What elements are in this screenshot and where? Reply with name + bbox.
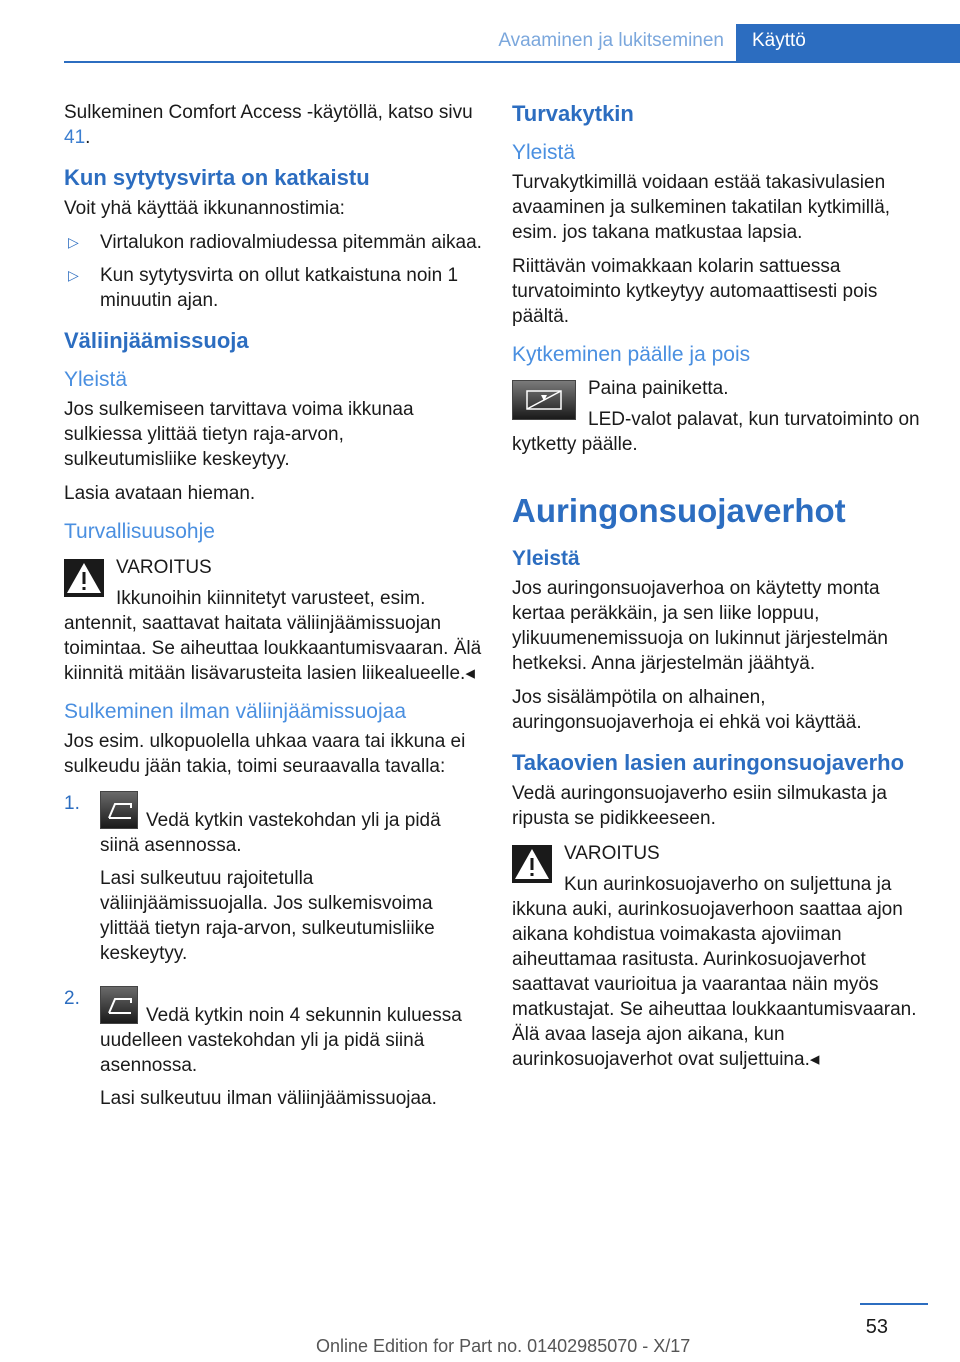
general-heading: Yleistä	[64, 368, 128, 391]
warning-icon	[512, 845, 552, 883]
page-header	[64, 24, 960, 62]
intro-end: .	[85, 127, 91, 148]
list-item	[64, 230, 482, 255]
safety-switch-heading: Turvakytkin	[512, 101, 634, 126]
left-column	[64, 100, 482, 1131]
child-lock-switch-icon	[512, 380, 576, 420]
warning-text: Ikkunoihin kiinnitetyt varusteet, esim. antennit, saattavat haitata väliinjäämissuojan toimintaa. Se aiheuttaa loukkaantumisvaaran. Älä kiinnitä mitään lisävarusteita lasien liikealueelle.◂	[64, 588, 482, 684]
window-switch-icon	[100, 986, 138, 1024]
warning-block	[512, 841, 928, 1072]
step-number: 1.	[64, 793, 80, 814]
general-text: Turvakytkimillä voidaan estää takasivulasien avaaminen ja sulkeminen takatilan kytkimillä, esim. jos takana matkustaa lapsia.	[512, 172, 891, 243]
rear-sunblind-heading: Takaovien lasien auringonsuojaverho	[512, 750, 905, 775]
warning-icon	[64, 559, 104, 597]
step-sub-text: Lasi sulkeutuu ilman väliinjäämissuojaa.	[100, 1088, 437, 1109]
ignition-list	[64, 230, 482, 313]
footer-rule	[860, 1303, 928, 1305]
page-link[interactable]: 41	[64, 127, 86, 148]
general-text-2: Riittävän voimakkaan kolarin sattuessa turvatoiminto kytkeytyy automaattisesti pois päältä.	[512, 256, 878, 327]
intro-paragraph	[64, 100, 482, 150]
header-chapter-tab: Käyttö	[736, 24, 960, 62]
window-switch-icon	[100, 791, 138, 829]
list-item-text: Virtalukon radiovalmiudessa pitemmän aikaa.	[100, 232, 482, 253]
warning-text: Kun aurinkosuojaverho on suljettuna ja ikkuna auki, aurinkosuojaverhoon saattaa ajon aikana kohdistua voimakasta ajoviiman aiheuttamaa rasitusta. Aurinkosuojaverhot saattavat vaurioitua ja vaarantaa näin myös matkustajat. Se aiheuttaa loukkaantumisvaaran. Älä avaa laseja ajon aikana, kun aurinkosuojaverhot ovat suljettuina.◂	[512, 874, 917, 1070]
step-item	[64, 791, 482, 966]
sunblind-general-heading: Yleistä	[512, 547, 580, 570]
header-section-title: Avaaminen ja lukitseminen	[498, 30, 724, 51]
sunblind-general-text: Jos auringonsuojaverhoa on käytetty monta kertaa peräkkäin, ja sen liike loppuu, ylikuumenemissuoja on lukinnut järjestelmän hetkeksi. Anna järjestelmän jäähtyä.	[512, 578, 888, 674]
ignition-heading: Kun sytytysvirta on katkaistu	[64, 165, 370, 190]
step-text: Vedä kytkin vastekohdan yli ja pidä siinä asennossa.	[100, 810, 441, 856]
sunblind-heading: Auringonsuojaverhot	[512, 492, 846, 529]
safety-heading: Turvallisuusohje	[64, 520, 215, 543]
list-item	[64, 263, 482, 313]
switch-line-2: LED-valot palavat, kun turvatoiminto on kytketty päälle.	[512, 409, 920, 455]
triangle-bullet-icon: ▷	[68, 234, 79, 250]
pinch-heading: Väliinjäämissuoja	[64, 328, 249, 353]
switch-heading: Kytkeminen päälle ja pois	[512, 343, 751, 366]
closing-heading: Sulkeminen ilman väliinjäämissuojaa	[64, 700, 406, 723]
closing-text: Jos esim. ulkopuolella uhkaa vaara tai ikkuna ei sulkeudu jään takia, toimi seuraavalla tavalla:	[64, 731, 466, 777]
switch-line-1: Paina painiketta.	[588, 378, 729, 399]
sunblind-general-text-2: Jos sisälämpötila on alhainen, auringonsuojaverhoja ei ehkä voi käyttää.	[512, 687, 862, 733]
header-rule	[64, 61, 960, 63]
step-number: 2.	[64, 988, 80, 1009]
right-column	[512, 100, 928, 1081]
page-number: 53	[865, 1316, 888, 1338]
switch-instruction	[512, 376, 928, 457]
rear-sunblind-text: Vedä auringonsuojaverho esiin silmukasta ja ripusta se pidikkeeseen.	[512, 783, 887, 829]
warning-block	[64, 555, 482, 686]
list-item-text: Kun sytytysvirta on ollut katkaistuna noin 1 minuutin ajan.	[100, 265, 459, 311]
intro-text: Sulkeminen Comfort Access -käytöllä, katso sivu	[64, 102, 473, 123]
steps-list	[64, 791, 482, 1111]
general-text: Jos sulkemiseen tarvittava voima ikkunaa sulkiessa ylittää tietyn raja-arvon, sulkeutumisliike keskeytyy.	[64, 399, 414, 470]
warning-title: VAROITUS	[116, 557, 212, 578]
edition-footer: Online Edition for Part no. 01402985070 - X/17	[316, 1336, 691, 1356]
ignition-text: Voit yhä käyttää ikkunannostimia:	[64, 198, 345, 219]
general-heading: Yleistä	[512, 141, 576, 164]
step-item	[64, 986, 482, 1111]
step-sub-text: Lasi sulkeutuu rajoitetulla väliinjäämissuojalla. Jos sulkemisvoima ylittää tietyn raja-arvon, sulkeutumisliike keskeytyy.	[100, 868, 435, 964]
triangle-bullet-icon: ▷	[68, 267, 79, 283]
warning-title: VAROITUS	[564, 843, 660, 864]
step-text: Vedä kytkin noin 4 sekunnin kuluessa uudelleen vastekohdan yli ja pidä siinä asennossa.	[100, 1005, 462, 1076]
general-text-2: Lasia avataan hieman.	[64, 483, 256, 504]
